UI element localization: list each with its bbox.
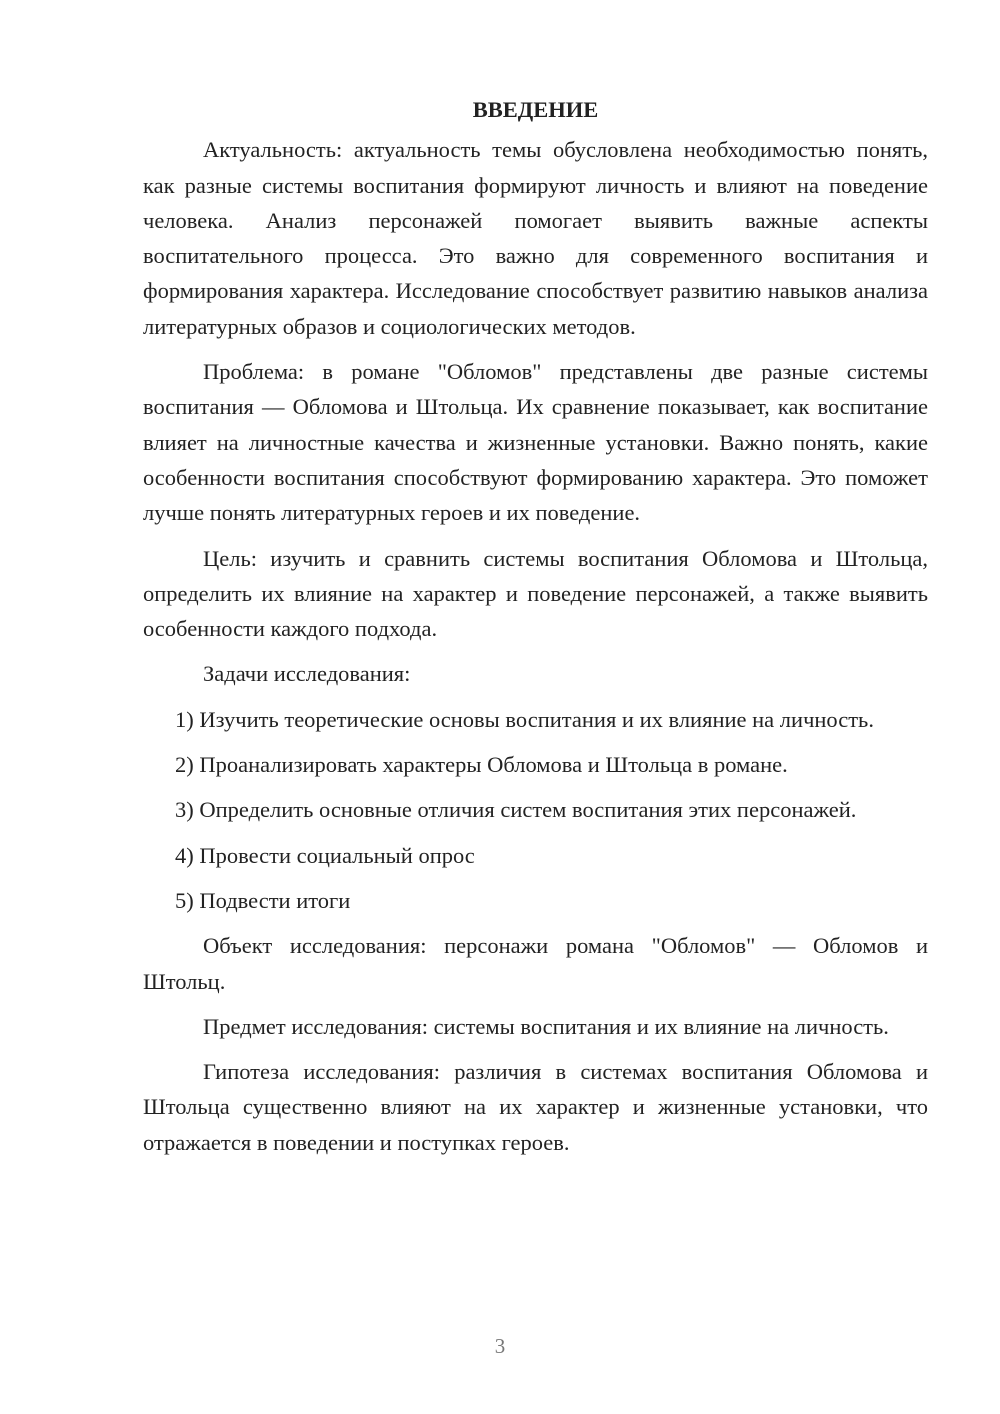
paragraph-problem: Проблема: в романе "Обломов" представлены две разные системы воспитания — Обломова и Штольца. Их сравнение показывает, как воспитание влияет на личностные качества и жизненные установки. Важно понять, какие особенности воспитания способствуют формированию характера. Это поможет лучше понять литературных героев и их поведение. bbox=[143, 359, 928, 526]
task-item-5: 5) Подвести итоги bbox=[175, 887, 351, 913]
page-number: 3 bbox=[494, 1334, 506, 1358]
paragraph-object: Объект исследования: персонажи романа "Обломов" — Обломов и Штольц. bbox=[143, 933, 928, 994]
section-title: ВВЕДЕНИЕ bbox=[472, 97, 599, 122]
task-item-4: 4) Провести социальный опрос bbox=[175, 842, 475, 868]
task-item-1: 1) Изучить теоретические основы воспитания и их влияние на личность. bbox=[175, 706, 874, 732]
page-content bbox=[143, 92, 928, 1170]
task-item-2: 2) Проанализировать характеры Обломова и Штольца в романе. bbox=[175, 752, 788, 778]
task-item-3: 3) Определить основные отличия систем воспитания этих персонажей. bbox=[175, 797, 857, 823]
paragraph-relevance: Актуальность: актуальность темы обусловлена необходимостью понять, как разные системы воспитания формируют личность и влияют на поведение человека. Анализ персонажей помогает выявить важные аспекты воспитательного процесса. Это важно для современного воспитания и формирования характера. Исследование способствует развитию навыков анализа литературных образов и социологических методов. bbox=[143, 137, 928, 339]
paragraph-subject: Предмет исследования: системы воспитания и их влияние на личность. bbox=[203, 1013, 889, 1039]
tasks-heading: Задачи исследования: bbox=[203, 661, 411, 687]
paragraph-goal: Цель: изучить и сравнить системы воспитания Обломова и Штольца, определить их влияние на характер и поведение персонажей, а также выявить особенности каждого подхода. bbox=[143, 545, 928, 642]
paragraph-hypothesis: Гипотеза исследования: различия в системах воспитания Обломова и Штольца существенно влияют на их характер и жизненные установки, что отражается в поведении и поступках героев. bbox=[143, 1059, 928, 1155]
